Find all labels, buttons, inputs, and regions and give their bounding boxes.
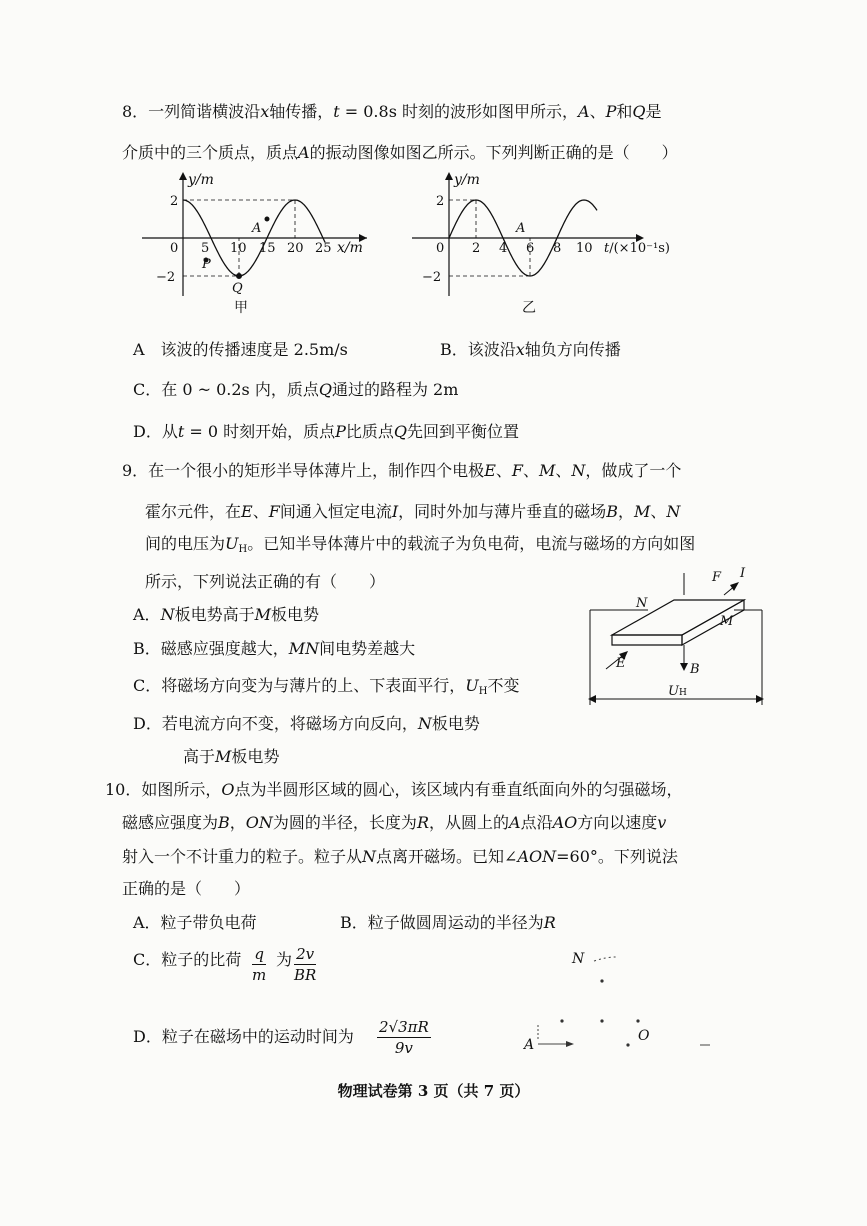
- yi-origin: 0: [436, 241, 445, 256]
- q9-line4: 所示，下列说法正确的有（ ）: [145, 572, 386, 591]
- q9-line2: 霍尔元件，在E、F间通入恒定电流I，同时外加与薄片垂直的磁场B，M、N: [145, 502, 681, 521]
- yi-ytick-2: 2: [436, 194, 445, 209]
- jia-origin: 0: [170, 241, 179, 256]
- q9-option-a: A．N板电势高于M板电势: [133, 605, 319, 624]
- q8-option-b: B．该波沿x轴负方向传播: [440, 340, 621, 359]
- jia-point-P: P: [202, 257, 211, 272]
- yi-xtick-8: 8: [553, 241, 562, 256]
- q8-option-d: D．从t = 0 时刻开始，质点P比质点Q先回到平衡位置: [133, 422, 520, 441]
- jia-point-A: A: [252, 221, 262, 236]
- q10-option-c-wei: 为: [276, 950, 293, 969]
- yi-ylabel: y/m: [454, 172, 480, 188]
- yi-ytick-neg2: −2: [422, 270, 442, 285]
- jia-ytick-2: 2: [170, 194, 179, 209]
- q10-option-d-frac: $\frac{2√3\pi R}{9v}$: [379, 1018, 429, 1057]
- jia-point-Q: Q: [232, 281, 243, 296]
- q10-option-d: D．粒子在磁场中的运动时间为: [133, 1027, 354, 1046]
- q10-option-b: B．粒子做圆周运动的半径为R: [340, 913, 556, 932]
- q10-line1: 10．如图所示，O点为半圆形区域的圆心，该区域内有垂直纸面向外的匀强磁场，: [105, 780, 683, 799]
- q8-line2: 介质中的三个质点，质点A的振动图像如图乙所示。下列判断正确的是（ ）: [122, 143, 678, 162]
- q9-line1: 9．在一个很小的矩形半导体薄片上，制作四个电极E、F、M、N，做成了一个: [122, 461, 682, 480]
- hall-element-figure: [584, 565, 774, 715]
- q10-option-c: C．粒子的比荷: [133, 950, 242, 969]
- q10-option-a: A．粒子带负电荷: [133, 913, 257, 932]
- jia-ylabel: y/m: [188, 172, 214, 188]
- yi-xlabel: t/(×10⁻¹s): [604, 241, 670, 256]
- q10-line2: 磁感应强度为B，ON为圆的半径，长度为R，从圆上的A点沿AO方向以速度v: [122, 813, 667, 832]
- hall-label-I: I: [740, 566, 746, 581]
- field-label-O: O: [638, 1028, 650, 1044]
- jia-xtick-15: 15: [259, 241, 276, 256]
- yi-xtick-10: 10: [576, 241, 593, 256]
- q10-line4: 正确的是（ ）: [122, 879, 251, 898]
- semicircle-field-figure: [520, 945, 720, 1055]
- q9-line3: 间的电压为$U_H$。已知半导体薄片中的载流子为负电荷，电流与磁场的方向如图: [145, 534, 696, 555]
- figure-yi: [412, 168, 682, 318]
- q9-option-d: D．若电流方向不变，将磁场方向反向，N板电势: [133, 714, 480, 733]
- jia-xtick-20: 20: [287, 241, 304, 256]
- hall-label-E: E: [616, 656, 626, 671]
- hall-label-F: F: [712, 570, 722, 585]
- field-label-A: A: [524, 1037, 535, 1053]
- jia-xtick-5: 5: [201, 241, 210, 256]
- yi-xtick-4: 4: [499, 241, 508, 256]
- jia-ytick-neg2: −2: [156, 270, 176, 285]
- jia-xlabel: x/m: [337, 240, 363, 256]
- jia-xtick-25: 25: [315, 241, 332, 256]
- q8-line1: 8．一列简谐横波沿x轴传播，t = 0.8s 时刻的波形如图甲所示，A、P和Q是: [122, 102, 662, 121]
- figure-jia: [142, 168, 392, 318]
- q10-line3: 射入一个不计重力的粒子。粒子从N点离开磁场。已知∠AON=60°。下列说法: [122, 847, 678, 866]
- field-label-N: N: [572, 951, 585, 967]
- q10-option-c-frac1: $\frac{q}{m}$: [252, 945, 267, 984]
- yi-caption: 乙: [522, 300, 536, 316]
- hall-label-B: B: [690, 662, 700, 677]
- yi-xtick-6: 6: [526, 241, 535, 256]
- q9-option-d-cont: 高于M板电势: [183, 747, 280, 766]
- q8-option-c: C．在 0 ~ 0.2s 内，质点Q通过的路程为 2m: [133, 380, 459, 399]
- q8-option-a: A 该波的传播速度是 2.5m/s: [133, 340, 348, 359]
- yi-point-A: A: [516, 221, 526, 236]
- q9-option-c: C．将磁场方向变为与薄片的上、下表面平行，$U_H$不变: [133, 676, 520, 697]
- q10-option-c-frac2: $\frac{2v}{BR}$: [294, 945, 317, 984]
- q9-option-b: B．磁感应强度越大，MN间电势差越大: [133, 639, 416, 658]
- jia-caption: 甲: [234, 300, 248, 316]
- page-footer: 物理试卷第 3 页（共 7 页）: [337, 1082, 530, 1100]
- hall-label-UH: UH: [668, 684, 687, 699]
- jia-xtick-10: 10: [230, 241, 247, 256]
- yi-xtick-2: 2: [472, 241, 481, 256]
- hall-label-N: N: [636, 596, 648, 611]
- hall-label-M: M: [720, 614, 734, 629]
